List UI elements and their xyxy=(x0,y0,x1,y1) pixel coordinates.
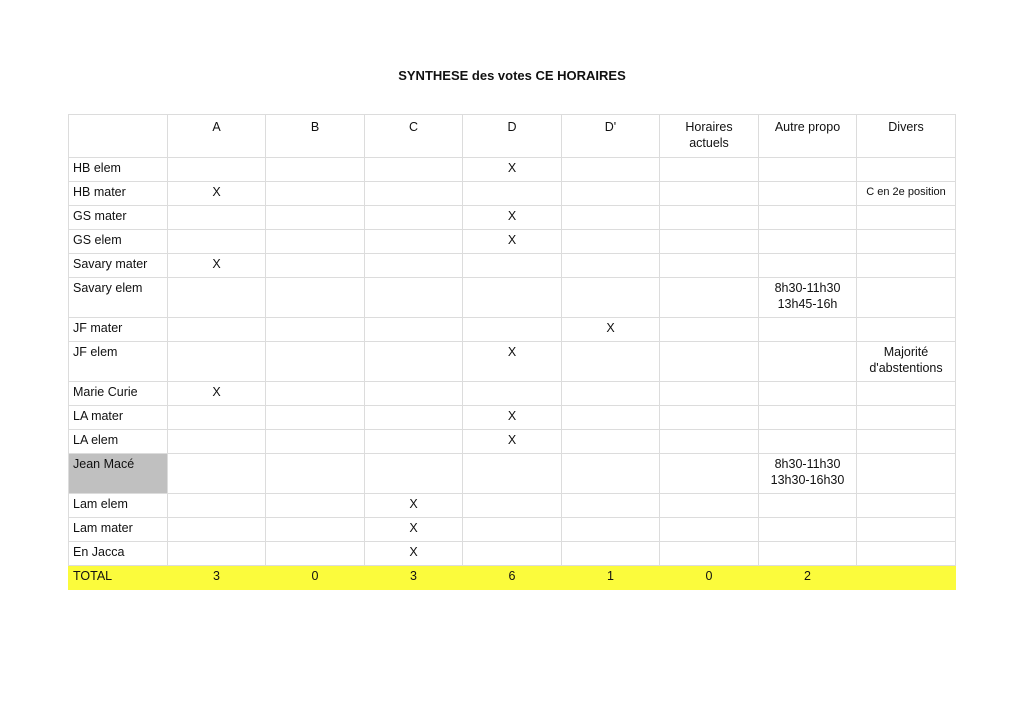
vote-cell xyxy=(562,382,660,406)
header-cell-divers: Divers xyxy=(857,115,956,158)
vote-cell xyxy=(168,518,266,542)
vote-cell xyxy=(562,158,660,182)
total-cell: 1 xyxy=(562,566,660,590)
divers-cell xyxy=(857,254,956,278)
row-label: GS mater xyxy=(69,206,168,230)
divers-cell: Majorité d'abstentions xyxy=(857,342,956,382)
divers-cell xyxy=(857,230,956,254)
row-label: En Jacca xyxy=(69,542,168,566)
votes-table xyxy=(68,114,956,590)
vote-cell xyxy=(266,406,365,430)
vote-cell xyxy=(562,254,660,278)
vote-cell xyxy=(365,318,463,342)
divers-cell xyxy=(857,542,956,566)
vote-cell xyxy=(660,254,759,278)
table-row xyxy=(69,158,956,182)
autre-propo-cell xyxy=(759,518,857,542)
vote-cell xyxy=(463,254,562,278)
vote-cell xyxy=(365,230,463,254)
table-row xyxy=(69,254,956,278)
table-row xyxy=(69,430,956,454)
vote-cell xyxy=(168,318,266,342)
table-row xyxy=(69,518,956,542)
vote-cell xyxy=(168,494,266,518)
vote-cell xyxy=(168,278,266,318)
vote-cell xyxy=(660,230,759,254)
table-row xyxy=(69,206,956,230)
vote-cell xyxy=(660,518,759,542)
vote-cell xyxy=(266,342,365,382)
vote-cell xyxy=(562,454,660,494)
header-cell-d: D xyxy=(463,115,562,158)
autre-propo-cell xyxy=(759,342,857,382)
total-cell: 2 xyxy=(759,566,857,590)
vote-cell xyxy=(168,542,266,566)
row-label: Jean Macé xyxy=(69,454,168,494)
header-cell-d-prime: D' xyxy=(562,115,660,158)
vote-cell xyxy=(562,494,660,518)
vote-cell xyxy=(562,278,660,318)
vote-cell: X xyxy=(562,318,660,342)
divers-cell xyxy=(857,406,956,430)
vote-cell xyxy=(266,278,365,318)
total-cell: 6 xyxy=(463,566,562,590)
vote-cell xyxy=(365,278,463,318)
row-label: HB mater xyxy=(69,182,168,206)
divers-cell xyxy=(857,318,956,342)
document-title: SYNTHESE des votes CE HORAIRES xyxy=(398,68,626,83)
vote-cell xyxy=(660,542,759,566)
divers-cell: C en 2e position xyxy=(857,182,956,206)
row-label: JF elem xyxy=(69,342,168,382)
vote-cell: X xyxy=(463,206,562,230)
table-row xyxy=(69,318,956,342)
autre-propo-cell: 8h30-11h30 13h45-16h xyxy=(759,278,857,318)
divers-cell xyxy=(857,518,956,542)
autre-propo-cell xyxy=(759,430,857,454)
table-row xyxy=(69,278,956,318)
row-label: JF mater xyxy=(69,318,168,342)
vote-cell xyxy=(168,230,266,254)
vote-cell xyxy=(266,206,365,230)
row-label: HB elem xyxy=(69,158,168,182)
vote-cell xyxy=(365,254,463,278)
vote-cell: X xyxy=(365,542,463,566)
vote-cell xyxy=(168,406,266,430)
vote-cell xyxy=(266,318,365,342)
vote-cell xyxy=(266,382,365,406)
vote-cell xyxy=(266,158,365,182)
vote-cell: X xyxy=(463,230,562,254)
table-row xyxy=(69,454,956,494)
vote-cell xyxy=(266,494,365,518)
vote-cell xyxy=(266,182,365,206)
vote-cell xyxy=(463,454,562,494)
vote-cell xyxy=(562,542,660,566)
vote-cell xyxy=(660,182,759,206)
vote-cell xyxy=(365,382,463,406)
row-label: LA elem xyxy=(69,430,168,454)
vote-cell xyxy=(562,430,660,454)
table-row xyxy=(69,382,956,406)
vote-cell xyxy=(660,158,759,182)
vote-cell xyxy=(365,158,463,182)
total-cell: 3 xyxy=(365,566,463,590)
row-label: Lam mater xyxy=(69,518,168,542)
divers-cell xyxy=(857,454,956,494)
vote-cell xyxy=(168,206,266,230)
vote-cell xyxy=(660,278,759,318)
autre-propo-cell xyxy=(759,254,857,278)
vote-cell: X xyxy=(365,494,463,518)
vote-cell xyxy=(266,454,365,494)
vote-cell xyxy=(168,454,266,494)
vote-cell xyxy=(266,254,365,278)
vote-cell xyxy=(660,494,759,518)
vote-cell xyxy=(266,230,365,254)
vote-cell xyxy=(562,518,660,542)
total-cell: 0 xyxy=(266,566,365,590)
vote-cell xyxy=(266,430,365,454)
row-label: GS elem xyxy=(69,230,168,254)
vote-cell xyxy=(463,542,562,566)
table-row xyxy=(69,542,956,566)
vote-cell xyxy=(562,406,660,430)
divers-cell xyxy=(857,382,956,406)
vote-cell: X xyxy=(463,158,562,182)
vote-cell xyxy=(365,454,463,494)
vote-cell: X xyxy=(463,406,562,430)
row-label: LA mater xyxy=(69,406,168,430)
vote-cell xyxy=(562,342,660,382)
vote-cell xyxy=(660,454,759,494)
autre-propo-cell xyxy=(759,318,857,342)
divers-cell xyxy=(857,430,956,454)
header-cell-b: B xyxy=(266,115,365,158)
vote-cell xyxy=(660,206,759,230)
autre-propo-cell xyxy=(759,382,857,406)
vote-cell xyxy=(562,230,660,254)
row-label: Savary elem xyxy=(69,278,168,318)
vote-cell xyxy=(266,542,365,566)
total-row xyxy=(69,566,956,590)
vote-cell xyxy=(660,342,759,382)
autre-propo-cell xyxy=(759,206,857,230)
header-horaires-text: Horaires actuels xyxy=(685,120,733,150)
vote-cell xyxy=(365,406,463,430)
total-cell xyxy=(857,566,956,590)
vote-cell xyxy=(463,318,562,342)
row-label: Savary mater xyxy=(69,254,168,278)
row-label: Marie Curie xyxy=(69,382,168,406)
vote-cell xyxy=(463,382,562,406)
vote-cell xyxy=(562,182,660,206)
vote-cell xyxy=(365,182,463,206)
autre-propo-cell xyxy=(759,542,857,566)
autre-propo-cell xyxy=(759,182,857,206)
divers-cell xyxy=(857,158,956,182)
vote-cell xyxy=(266,518,365,542)
autre-propo-cell xyxy=(759,494,857,518)
divers-cell xyxy=(857,206,956,230)
vote-cell: X xyxy=(463,342,562,382)
vote-cell xyxy=(365,430,463,454)
vote-cell xyxy=(660,430,759,454)
vote-cell xyxy=(660,382,759,406)
vote-cell xyxy=(463,278,562,318)
total-cell: 3 xyxy=(168,566,266,590)
divers-cell xyxy=(857,278,956,318)
autre-propo-cell xyxy=(759,230,857,254)
vote-cell xyxy=(365,206,463,230)
vote-cell xyxy=(660,406,759,430)
vote-cell xyxy=(660,318,759,342)
autre-propo-cell: 8h30-11h30 13h30-16h30 xyxy=(759,454,857,494)
vote-cell: X xyxy=(463,430,562,454)
header-cell-a: A xyxy=(168,115,266,158)
vote-cell xyxy=(562,206,660,230)
total-cell: 0 xyxy=(660,566,759,590)
table-row xyxy=(69,230,956,254)
vote-cell xyxy=(168,158,266,182)
header-cell-autre-propo: Autre propo xyxy=(759,115,857,158)
vote-cell xyxy=(168,430,266,454)
vote-cell xyxy=(365,342,463,382)
vote-cell: X xyxy=(168,254,266,278)
header-cell-c: C xyxy=(365,115,463,158)
vote-cell xyxy=(463,182,562,206)
vote-cell: X xyxy=(168,182,266,206)
row-label: Lam elem xyxy=(69,494,168,518)
vote-cell: X xyxy=(365,518,463,542)
autre-propo-cell xyxy=(759,158,857,182)
vote-cell xyxy=(463,518,562,542)
header-row xyxy=(69,115,956,158)
divers-cell xyxy=(857,494,956,518)
table-row xyxy=(69,342,956,382)
autre-propo-cell xyxy=(759,406,857,430)
vote-cell xyxy=(463,494,562,518)
header-cell-horaires-actuels xyxy=(660,115,759,158)
table-row xyxy=(69,406,956,430)
table-row xyxy=(69,182,956,206)
vote-cell: X xyxy=(168,382,266,406)
table-row xyxy=(69,494,956,518)
total-label: TOTAL xyxy=(69,566,168,590)
vote-cell xyxy=(168,342,266,382)
header-cell-school xyxy=(69,115,168,158)
